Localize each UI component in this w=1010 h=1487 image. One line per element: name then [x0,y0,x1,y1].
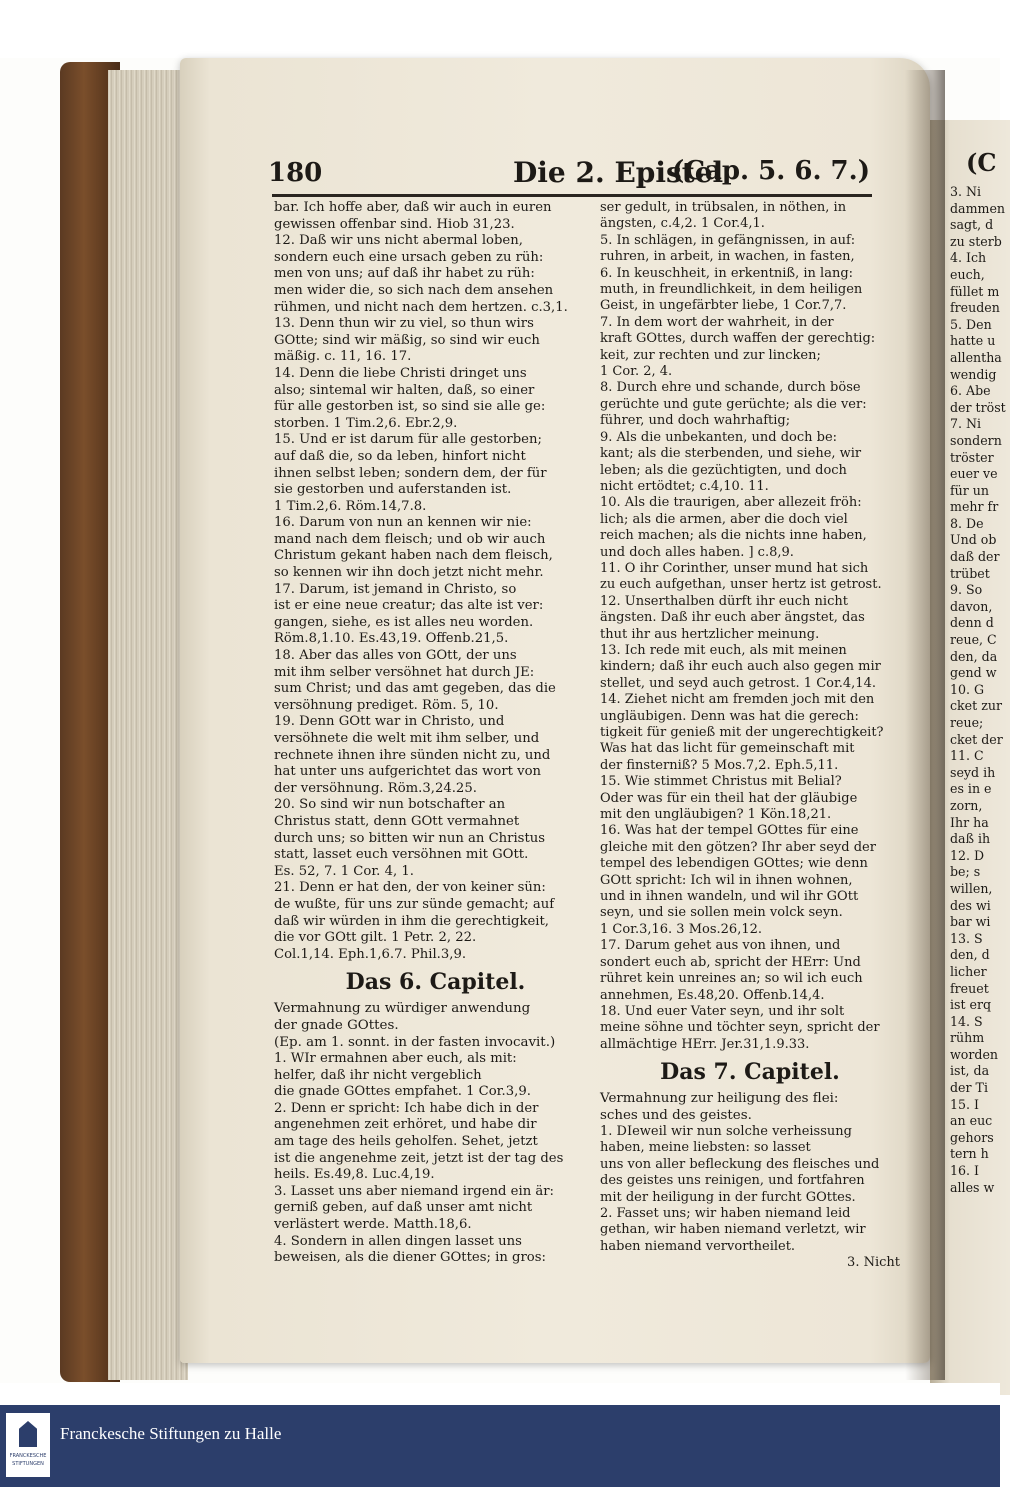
text-line: 10. Als die traurigen, aber allezeit fröh: [600,495,862,511]
text-line: kraft GOttes, durch waffen der gerechtig: [600,331,876,347]
text-line: sondert euch ab, spricht der HErr: Und [600,954,861,970]
text-line: 7. In dem wort der wahrheit, in der [600,314,834,330]
summary-line: sches und des geistes. [600,1107,752,1123]
text-line: keit, zur rechten und zur lincken; [600,347,821,363]
next-page-line: be; s [950,864,981,880]
summary-line: der gnade GOttes. [274,1017,399,1033]
next-page-line: tern h [950,1146,989,1162]
text-line: 1 Cor.3,16. 3 Mos.26,12. [600,921,762,937]
footer-bar [0,1405,1000,1487]
next-page-line: 8. De [950,515,984,531]
text-line: haben, meine liebsten: so lasset [600,1140,811,1156]
next-page-line: denn d [950,615,994,631]
text-line: Röm.8,1.10. Es.43,19. Offenb.21,5. [274,631,509,647]
next-page-line: euch, [950,266,985,282]
right-column [600,200,900,1272]
text-line: 1 Tim.2,6. Röm.14,7.8. [274,498,427,514]
text-line: 1. DIeweil wir nun solche verheissung [600,1123,852,1139]
next-page-line: willen, [950,880,993,896]
next-page-line: 7. Ni [950,416,982,432]
chapter-5-text [274,200,597,963]
text-line: auf daß die, so da leben, hinfort nicht [274,448,526,464]
text-line: Es. 52, 7. 1 Cor. 4, 1. [274,863,414,879]
text-line: 14. Ziehet nicht am fremden joch mit den [600,692,875,708]
text-line: durch uns; so bitten wir nun an Christus [274,830,546,846]
text-line: 16. Was hat der tempel GOttes für eine [600,823,859,839]
next-page-line: allentha [950,349,1002,365]
page-block-edges [108,70,188,1380]
next-page-line: 15. I [950,1096,980,1112]
text-line: gerüchte und gute gerüchte; als die ver: [600,396,867,412]
text-line: und doch alles haben. ] c.8,9. [600,544,794,560]
text-line: sondern euch eine ursach geben zu rüh: [274,249,544,265]
text-line: mäßig. c. 11, 16. 17. [274,349,412,365]
text-line: 12. Daß wir uns nicht abermal loben, [274,233,523,249]
next-page-line: bar wi [950,914,991,930]
text-line: 2. Denn er spricht: Ich habe dich in der [274,1100,539,1116]
next-page-line: zorn, [950,797,983,813]
summary-line: Vermahnung zur heiligung des flei: [600,1091,839,1107]
text-line: versöhnung prediget. Röm. 5, 10. [274,697,499,713]
next-page-line: Und ob [950,532,997,548]
next-page-line: gehors [950,1129,994,1145]
next-page-line: es in e [950,781,992,797]
text-line: kant; als die sterbenden, und siehe, wir [600,446,862,462]
text-line: statt, lasset euch versöhnen mit GOtt. [274,847,529,863]
next-page-line: 14. S [950,1013,983,1029]
text-line: helfer, daß ihr nicht vergeblich [274,1067,482,1083]
building-icon [19,1421,37,1447]
next-page-line: ist, da [950,1063,990,1079]
text-line: allmächtige HErr. Jer.31,1.9.33. [600,1036,810,1052]
logo-text-top: FRANCKESCHE [9,1453,47,1459]
text-line: beweisen, als die diener GOttes; in gros: [274,1250,546,1266]
text-line: Geist, in ungefärbter liebe, 1 Cor.7,7. [600,298,847,314]
text-line: tempel des lebendigen GOttes; wie denn [600,856,868,872]
text-line: Oder was für ein theil hat der gläubige [600,790,858,806]
next-page-line: 3. Ni [950,184,982,199]
text-line: führer, und doch wahrhaftig; [600,413,791,429]
text-line: rechnete ihnen ihre sünden nicht zu, und [274,747,551,763]
next-page-line: ist erq [950,997,992,1013]
next-page-line: 9. So [950,582,983,598]
text-line: gerniß geben, auf daß unser amt nicht [274,1200,533,1216]
next-page-line: der Ti [950,1080,988,1096]
chapter-6-summary [274,1001,597,1051]
next-page-line: freuden [950,300,1000,316]
next-page-line: Ihr ha [950,814,989,830]
next-page-line: reue; [950,715,984,730]
text-line: am tage des heils geholfen. Sehet, jetzt [274,1134,538,1150]
text-line: men von uns; auf daß ihr habet zu rüh: [274,266,535,282]
text-line: de wußte, für uns zur sünde gemacht; auf [274,896,555,912]
text-line: mit den ungläubigen? 1 Kön.18,21. [600,807,832,823]
text-line: 15. Wie stimmet Christus mit Belial? [600,774,842,790]
text-line: ruhren, in arbeit, in wachen, in fasten, [600,249,855,265]
text-line: 20. So sind wir nun botschafter an [274,797,506,813]
text-line: die vor GOtt gilt. 1 Petr. 2, 22. [274,930,477,946]
next-page-line: worden [950,1046,999,1062]
text-line: 18. Aber das alles von GOtt, der uns [274,648,517,664]
text-line: des geistes uns reinigen, und fortfahren [600,1173,865,1189]
next-page-line: 5. Den [950,316,992,332]
text-line: verlästert werde. Matth.18,6. [274,1217,472,1233]
institution-logo[interactable] [6,1413,50,1477]
text-line: ängsten. Daß ihr euch aber ängstet, das [600,610,865,626]
text-line: GOtte; sind wir mäßig, so sind wir euch [274,332,540,348]
next-page-line: euer ve [950,466,998,482]
page-number: 180 [268,158,323,188]
text-line: sum Christ; und das amt gegeben, das die [274,681,556,697]
next-page-line: 13. S [950,930,983,946]
text-line: 17. Darum gehet aus von ihnen, und [600,938,841,954]
text-line: 17. Darum, ist jemand in Christo, so [274,581,517,597]
chapter-6-continued-text [600,200,900,1053]
text-line: zu euch aufgethan, unser hertz ist getrost. [600,577,882,593]
next-page-line: licher [950,963,987,979]
next-page-line: rühm [950,1030,985,1046]
text-line: mit der heiligung in der furcht GOttes. [600,1189,856,1205]
text-line: nicht ertödtet; c.4,10. 11. [600,478,769,494]
text-line: gleiche mit den götzen? Ihr aber seyd der [600,839,876,855]
next-page-line: des wi [950,897,991,913]
next-page-line: reue, C [950,632,997,648]
text-line: 15. Und er ist darum für alle gestorben; [274,432,542,448]
running-title: Die 2. Epistel [513,156,724,189]
text-line: sie gestorben und auferstanden ist. [274,482,512,498]
text-line: 9. Als die unbekanten, und doch be: [600,429,838,445]
text-line: thut ihr aus hertzlicher meinung. [600,626,820,642]
text-line: Christus statt, denn GOtt vermahnet [274,813,520,829]
text-line: mand nach dem fleisch; und ob wir auch [274,531,546,547]
text-line: annehmen, Es.48,20. Offenb.14,4. [600,987,825,1003]
next-page-line: 16. I [950,1163,980,1179]
text-line: der finsterniß? 5 Mos.7,2. Eph.5,11. [600,757,839,773]
text-line: versöhnete die welt mit ihm selber, und [274,731,540,746]
text-line: 1. WIr ermahnen aber euch, als mit: [274,1051,517,1067]
text-line: hat unter uns aufgerichtet das wort von [274,764,542,780]
next-page-line: 6. Abe [950,383,991,399]
next-page-line: 4. Ich [950,250,987,266]
header-rule [272,194,872,197]
text-line: angenehmen zeit erhöret, und habe dir [274,1117,537,1133]
left-column [274,200,597,1267]
text-line: ängsten, c.4,2. 1 Cor.4,1. [600,216,765,232]
next-page-line: den, da [950,648,998,664]
text-line: stellet, und seyd auch getrost. 1 Cor.4,14. [600,675,876,691]
text-line: storben. 1 Tim.2,6. Ebr.2,9. [274,415,458,431]
text-line: 14. Denn die liebe Christi dringet uns [274,365,527,381]
text-line: uns von aller befleckung des fleisches und [600,1156,880,1172]
next-page-line: hatte u [950,333,996,349]
text-line: gangen, siehe, es ist alles neu worden. [274,614,534,630]
text-line: Col.1,14. Eph.1,6.7. Phil.3,9. [274,946,467,962]
next-page-header: (C [966,148,997,177]
next-page-line: 11. C [950,748,984,764]
text-line: gewissen offenbar sind. Hiob 31,23. [274,216,515,232]
next-page-line: sagt, d [950,217,994,233]
next-page-line: dammen [950,200,1006,216]
next-page-line: gend w [950,665,997,681]
text-line: 18. Und euer Vater seyn, und ihr solt [600,1003,845,1019]
text-line: 4. Sondern in allen dingen lasset uns [274,1233,522,1249]
next-page-line: daß der [950,549,1000,565]
text-line: 19. Denn GOtt war in Christo, und [274,714,505,730]
logo-text-bottom: STIFTUNGEN [12,1461,44,1467]
text-line: für alle gestorben ist, so sind sie alle ge: [274,399,546,415]
chapter-6-verses [274,1051,597,1267]
text-line: 1 Cor. 2, 4. [600,364,673,380]
next-page-line: zu sterb [950,233,1002,249]
footer-credit: Franckesche Stiftungen zu Halle [60,1424,282,1443]
next-page-line: cket der [950,731,1003,747]
text-line: ihnen selbst leben; sondern dem, der für [274,465,547,481]
next-page-line: freuet [950,980,989,996]
text-line: meine söhne und töchter seyn, spricht der [600,1020,880,1036]
text-line: Christum gekant haben nach dem fleisch, [274,548,553,564]
text-line: tigkeit für genieß mit der ungerechtigkeit? [600,725,884,740]
text-line: 16. Darum von nun an kennen wir nie: [274,515,532,531]
text-line: ser gedult, in trübsalen, in nöthen, in [600,200,847,215]
next-page-line: sondern [950,432,1002,448]
text-line: 6. In keuschheit, in erkentniß, in lang: [600,265,854,281]
next-page-line: alles w [950,1179,995,1195]
text-line: so kennen wir ihn doch jetzt nicht mehr. [274,565,544,581]
next-page-line: daß ih [950,831,991,847]
gutter-shadow [905,70,945,1380]
summary-line: Vermahnung zu würdiger anwendung [274,1001,531,1017]
text-line: muth, in freundlichkeit, in dem heiligen [600,282,863,298]
text-line: heils. Es.49,8. Luc.4,19. [274,1167,435,1183]
next-page-line: davon, [950,598,993,614]
top-margin [0,0,1000,58]
text-line: also; sintemal wir halten, daß, so einer [274,382,535,398]
next-page-line: trübet [950,565,990,581]
text-line: 12. Unserthalben dürft ihr euch nicht [600,593,848,609]
text-line: leben; als die gezüchtigten, und doch [600,462,847,478]
text-line: und in ihnen wandeln, und wil ihr GOtt [600,889,859,905]
chapter-7-verses [600,1124,900,1255]
next-page-line: füllet m [950,283,1000,299]
next-page-line: 12. D [950,847,985,863]
next-page-column [950,184,1006,1196]
next-page-line: tröster [950,449,994,465]
chapter-7-summary [600,1091,900,1124]
text-line: daß wir würden in ihm die gerechtigkeit, [274,913,549,929]
text-line: 13. Denn thun wir zu viel, so thun wirs [274,316,534,332]
text-line: die gnade GOttes empfahet. 1 Cor.3,9. [274,1084,531,1100]
text-line: haben niemand vervortheilet. [600,1238,796,1254]
text-line: 2. Fasset uns; wir haben niemand leid [600,1205,851,1221]
text-line: ungläubigen. Denn was hat die gerech: [600,708,859,724]
next-page-line: seyd ih [950,764,996,780]
catchword: 3. Nicht [847,1255,900,1271]
text-line: bar. Ich hoffe aber, daß wir auch in euren [274,200,552,215]
next-page-line: cket zur [950,698,1002,714]
text-line: 21. Denn er hat den, der von keiner sün: [274,880,546,896]
summary-line: (Ep. am 1. sonnt. in der fasten invocavit.) [274,1034,556,1050]
next-page-line: den, d [950,947,990,963]
next-page-line: der tröst [950,399,1006,415]
text-line: kindern; daß ihr euch auch also gegen mir [600,659,881,675]
text-line: 11. O ihr Corinther, unser mund hat sich [600,560,869,576]
text-line: men wider die, so sich nach dem ansehen [274,282,554,298]
next-page-line: an euc [950,1113,993,1129]
text-line: 5. In schlägen, in gefängnissen, in auf: [600,232,856,248]
text-line: 8. Durch ehre und schande, durch böse [600,380,861,396]
next-page-line: für un [950,482,990,498]
text-line: rühmen, und nicht nach dem hertzen. c.3,1. [274,299,568,315]
text-line: lich; als die armen, aber die doch viel [600,511,848,527]
text-line: mit ihm selber versöhnet hat durch JE: [274,664,535,680]
text-line: rühret kein unreines an; so wil ich euch [600,971,863,987]
text-line: seyn, und sie sollen mein volck seyn. [600,905,843,921]
text-line: ist er eine neue creatur; das alte ist ver: [274,598,544,614]
text-line: reich machen; als die nichts inne haben, [600,528,867,544]
next-page-line: wendig [950,366,997,382]
text-line: 13. Ich rede mit euch, als mit meinen [600,642,847,658]
text-line: Was hat das licht für gemeinschaft mit [600,741,855,757]
chapter-7-heading: Das 7. Capitel. [660,1059,840,1086]
chapter-range: (Cap. 5. 6. 7.) [672,156,870,186]
text-line: GOtt spricht: Ich wil in ihnen wohnen, [600,872,853,888]
next-page-line: 10. G [950,681,985,697]
bottom-margin [0,1383,1000,1405]
text-line: der versöhnung. Röm.3,24.25. [274,780,477,796]
text-line: gethan, wir haben niemand verletzt, wir [600,1222,866,1238]
text-line: ist die angenehme zeit, jetzt ist der tag des [274,1150,564,1166]
page-header [268,152,880,194]
next-page-line: mehr fr [950,499,999,515]
text-line: 3. Lasset uns aber niemand irgend ein är: [274,1183,554,1199]
chapter-6-heading: Das 6. Capitel. [345,969,526,996]
